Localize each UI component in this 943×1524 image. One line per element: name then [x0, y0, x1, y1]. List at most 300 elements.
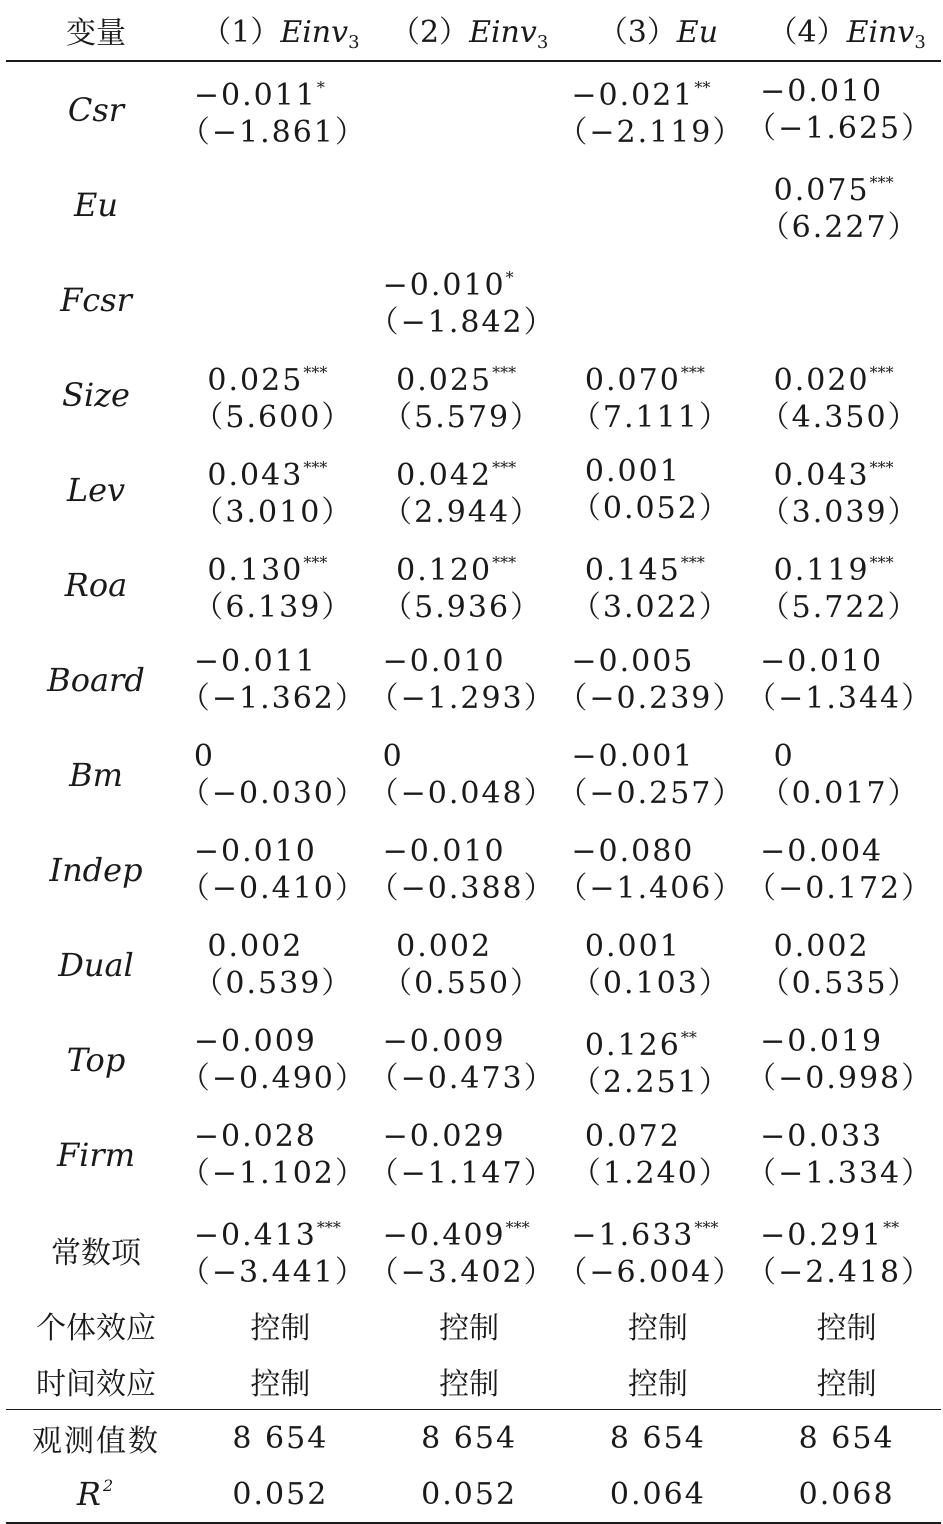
table-cell: [752, 917, 941, 1012]
coef-cell: [557, 643, 745, 717]
coefficient-number: −0.005: [571, 643, 695, 679]
coefficient-value: [774, 544, 920, 589]
table-cell: [564, 1012, 753, 1107]
row-label: Top: [66, 1040, 126, 1079]
row-label: 常数项: [51, 1235, 141, 1271]
significance-stars: ***: [680, 362, 705, 382]
t-statistic: （5.600）: [193, 399, 354, 435]
table-row: [6, 727, 941, 822]
coefficient-value: [396, 449, 542, 494]
t-statistic: （−0.172）: [746, 870, 934, 906]
control-value: 控制: [816, 1311, 877, 1346]
t-statistic: （0.052）: [570, 490, 731, 526]
t-statistic: （7.111）: [570, 399, 731, 435]
table-cell: [557, 822, 753, 917]
significance-stars: ***: [505, 1217, 530, 1237]
table-row: [6, 157, 941, 252]
coef-cell: [179, 1118, 367, 1192]
table-cell: [375, 537, 564, 632]
table-cell: [179, 727, 375, 822]
coefficient-value: [194, 1118, 367, 1155]
t-statistic: （−0.998）: [746, 1060, 934, 1096]
stat-value: 8 654: [609, 1420, 706, 1456]
stats-body: [6, 1410, 941, 1524]
coefficient-value: [207, 354, 353, 399]
table-cell: [368, 822, 564, 917]
coef-cell: [570, 354, 731, 436]
table-cell: [179, 1202, 375, 1297]
coefficient-number: −0.409: [382, 1217, 506, 1253]
t-statistic: （−1.861）: [179, 114, 367, 150]
table-row: [6, 347, 941, 442]
t-statistic: （−1.842）: [368, 304, 556, 340]
t-statistic: （2.251）: [570, 1064, 731, 1100]
coefficient-value: [571, 69, 744, 114]
row-label: Roa: [64, 565, 128, 604]
stat-label-text: R: [76, 1475, 103, 1513]
significance-stars: ***: [869, 457, 894, 477]
coefficient-number: 0.025: [396, 362, 493, 398]
row-label: Csr: [67, 90, 125, 129]
coef-cell: [179, 69, 367, 151]
control-row: [6, 1297, 941, 1353]
table-row: [6, 632, 941, 727]
table-cell: [564, 442, 753, 537]
coefficient-number: 0: [382, 738, 404, 774]
coefficient-number: 0: [773, 738, 795, 774]
t-statistic: （−0.410）: [179, 870, 367, 906]
coef-cell: [368, 1209, 556, 1291]
table-cell: [752, 537, 941, 632]
significance-stars: ***: [869, 552, 894, 572]
header-col-2: （2）Einv$_3$: [389, 15, 549, 53]
coef-cell: [759, 164, 920, 246]
coefficient-value: [383, 738, 556, 775]
t-statistic: （0.103）: [570, 965, 731, 1001]
table-cell: [375, 347, 564, 442]
coef-cell: [368, 738, 556, 812]
table-cell: [186, 252, 375, 347]
coef-cell: [759, 738, 920, 812]
table-cell: [752, 442, 941, 537]
control-label: 个体效应: [36, 1311, 156, 1346]
coefficient-value: [207, 544, 353, 589]
coefficient-value: [396, 544, 542, 589]
controls-body: [6, 1297, 941, 1410]
t-statistic: （3.039）: [759, 494, 920, 530]
stat-label: [6, 1466, 186, 1523]
coef-cell: [557, 833, 745, 907]
coef-cell: [382, 544, 543, 626]
coefficient-number: −0.009: [382, 1023, 506, 1059]
significance-stars: ***: [303, 362, 328, 382]
table-cell: [375, 917, 564, 1012]
coef-cell: [746, 833, 934, 907]
coefficient-number: −0.001: [571, 738, 695, 774]
table-cell: [368, 1012, 564, 1107]
coefficient-number: 0.126: [584, 1027, 681, 1063]
stat-row: [6, 1466, 941, 1523]
coefficient-value: [585, 354, 731, 399]
coef-cell: [193, 928, 354, 1002]
table-cell: [186, 537, 375, 632]
coefficient-number: −0.011: [193, 77, 317, 113]
table-cell: [186, 442, 375, 537]
t-statistic: （−0.388）: [368, 870, 556, 906]
coef-cell: [746, 73, 934, 147]
coefficient-number: 0.002: [207, 928, 304, 964]
coefficient-value: [194, 833, 367, 870]
t-statistic: （−1.344）: [746, 680, 934, 716]
t-statistic: （4.350）: [759, 399, 920, 435]
table-cell: [375, 157, 564, 252]
table-cell: [557, 727, 753, 822]
coef-cell: [570, 1019, 731, 1101]
coefficient-number: −0.029: [382, 1118, 506, 1154]
coefficient-number: 0.043: [773, 457, 870, 493]
t-statistic: （−1.625）: [746, 110, 934, 146]
table-cell: [752, 157, 941, 252]
coef-cell: [557, 69, 745, 151]
table-cell: [752, 347, 941, 442]
coefficient-number: 0: [193, 738, 215, 774]
coefficient-value: [383, 1023, 556, 1060]
significance-stars: **: [694, 77, 711, 97]
t-statistic: （0.550）: [382, 965, 543, 1001]
table-cell: [186, 917, 375, 1012]
table-cell: [746, 1012, 941, 1107]
t-statistic: （−1.406）: [557, 870, 745, 906]
table-cell: [564, 157, 753, 252]
significance-stars: *: [505, 267, 514, 287]
regression-table: [6, 0, 941, 1524]
header-col-1: （1）Einv$_3$: [201, 15, 360, 53]
t-statistic: （5.936）: [382, 589, 543, 625]
stat-value: 0.064: [609, 1476, 706, 1512]
coef-cell: [193, 544, 354, 626]
coefficient-number: −0.004: [760, 833, 884, 869]
coef-cell: [368, 259, 556, 341]
coef-cell: [570, 928, 731, 1002]
t-statistic: （−3.402）: [368, 1254, 556, 1290]
t-statistic: （0.539）: [193, 965, 354, 1001]
significance-stars: ***: [492, 552, 517, 572]
coef-cell: [570, 1118, 731, 1192]
row-label: Size: [62, 375, 130, 414]
significance-stars: ***: [694, 1217, 719, 1237]
coefficient-value: [774, 738, 920, 775]
table-cell: [179, 822, 375, 917]
table-row: [6, 917, 941, 1012]
control-value: 控制: [250, 1367, 311, 1402]
coefficient-number: −0.010: [382, 833, 506, 869]
table-cell: [564, 917, 753, 1012]
coefficient-value: [760, 1118, 933, 1155]
significance-stars: ***: [869, 362, 894, 382]
header-row: [6, 0, 941, 61]
t-statistic: （5.722）: [759, 589, 920, 625]
significance-stars: *: [316, 77, 325, 97]
coefficient-value: [383, 259, 556, 304]
coefficient-value: [383, 643, 556, 680]
header-col-4: （4）Einv$_3$: [767, 15, 926, 53]
coefficient-number: 0.070: [584, 362, 681, 398]
significance-stars: ***: [316, 1217, 341, 1237]
coefficient-value: [585, 928, 731, 965]
control-label: 时间效应: [36, 1367, 156, 1402]
control-value: 控制: [439, 1311, 500, 1346]
t-statistic: （5.579）: [382, 399, 543, 435]
coefficient-value: [396, 928, 542, 965]
control-value: 控制: [439, 1367, 500, 1402]
coefficient-body: [6, 61, 941, 1297]
table-cell: [746, 632, 941, 727]
t-statistic: （−1.362）: [179, 680, 367, 716]
coefficient-number: −0.010: [760, 643, 884, 679]
coefficient-value: [774, 928, 920, 965]
table-row: [6, 61, 941, 157]
row-label: Bm: [69, 755, 123, 794]
coef-cell: [746, 1023, 934, 1097]
coef-cell: [746, 1118, 934, 1192]
coef-cell: [179, 738, 367, 812]
coefficient-number: −0.010: [760, 73, 884, 109]
coefficient-value: [760, 1023, 933, 1060]
coefficient-value: [571, 1209, 744, 1254]
coefficient-number: 0.042: [396, 457, 493, 493]
coefficient-number: −0.009: [193, 1023, 317, 1059]
row-label: Dual: [58, 945, 134, 984]
coefficient-number: −0.291: [760, 1217, 884, 1253]
coef-cell: [570, 544, 731, 626]
coefficient-number: −0.033: [760, 1118, 884, 1154]
table-row: [6, 442, 941, 537]
significance-stars: ***: [303, 457, 328, 477]
t-statistic: （0.535）: [759, 965, 920, 1001]
table-cell: [368, 1202, 564, 1297]
table-row: [6, 822, 941, 917]
coef-cell: [193, 449, 354, 531]
stat-row: [6, 1410, 941, 1467]
stat-value: 0.068: [798, 1476, 895, 1512]
coefficient-value: [396, 354, 542, 399]
t-statistic: （−0.239）: [557, 680, 745, 716]
coefficient-value: [571, 738, 744, 775]
coefficient-number: −0.010: [382, 267, 506, 303]
table-cell: [564, 1107, 753, 1202]
coefficient-value: [585, 544, 731, 589]
stat-value: 8 654: [421, 1420, 518, 1456]
coef-cell: [368, 1118, 556, 1192]
coefficient-value: [571, 643, 744, 680]
coefficient-value: [207, 928, 353, 965]
coefficient-value: [383, 833, 556, 870]
row-label: Indep: [49, 850, 143, 889]
stat-label-text: 观测值数: [32, 1424, 160, 1459]
coefficient-number: −1.633: [571, 1217, 695, 1253]
table-cell: [368, 632, 564, 727]
coefficient-value: [760, 73, 933, 110]
t-statistic: （3.010）: [193, 494, 354, 530]
control-value: 控制: [627, 1311, 688, 1346]
row-label: Fcsr: [60, 280, 132, 319]
coefficient-value: [760, 1209, 933, 1254]
significance-stars: ***: [492, 362, 517, 382]
table-cell: [375, 442, 564, 537]
coef-cell: [382, 354, 543, 436]
coef-cell: [746, 1209, 934, 1291]
row-label: Lev: [66, 470, 126, 509]
coefficient-value: [383, 1118, 556, 1155]
significance-stars: ***: [303, 552, 328, 572]
t-statistic: （1.240）: [570, 1155, 731, 1191]
coefficient-number: −0.021: [571, 77, 695, 113]
coef-cell: [557, 1209, 745, 1291]
table-cell: [746, 1202, 941, 1297]
coef-cell: [759, 449, 920, 531]
coefficient-value: [585, 1118, 731, 1155]
table-cell: [179, 1107, 375, 1202]
table-cell: [564, 347, 753, 442]
table-cell: [375, 61, 564, 157]
coefficient-value: [194, 1023, 367, 1060]
table-cell: [564, 537, 753, 632]
table-cell: [186, 157, 375, 252]
table-cell: [368, 252, 564, 347]
t-statistic: （−1.102）: [179, 1155, 367, 1191]
coefficient-value: [194, 738, 367, 775]
t-statistic: （−0.490）: [179, 1060, 367, 1096]
coefficient-number: −0.028: [193, 1118, 317, 1154]
stat-label-sup: 2: [102, 1476, 116, 1495]
stat-label: [6, 1410, 186, 1467]
t-statistic: （2.944）: [382, 494, 543, 530]
coef-cell: [193, 354, 354, 436]
coef-cell: [179, 643, 367, 717]
t-statistic: （−1.293）: [368, 680, 556, 716]
coefficient-value: [194, 643, 367, 680]
coefficient-value: [774, 164, 920, 209]
coefficient-value: [194, 1209, 367, 1254]
t-statistic: （6.139）: [193, 589, 354, 625]
coef-cell: [382, 928, 543, 1002]
coef-cell: [759, 544, 920, 626]
coefficient-number: 0.130: [207, 552, 304, 588]
coefficient-number: 0.120: [396, 552, 493, 588]
table-cell: [179, 1012, 375, 1107]
table-cell: [186, 347, 375, 442]
table-cell: [368, 1107, 564, 1202]
t-statistic: （0.017）: [759, 775, 920, 811]
coef-cell: [557, 738, 745, 812]
coef-cell: [368, 833, 556, 907]
header-var-label: 变量: [66, 16, 126, 51]
table-cell: [746, 822, 941, 917]
table-cell: [746, 1107, 941, 1202]
coefficient-value: [383, 1209, 556, 1254]
coefficient-number: 0.001: [584, 453, 681, 489]
coefficient-number: −0.011: [193, 643, 317, 679]
coefficient-number: −0.413: [193, 1217, 317, 1253]
coefficient-number: 0.043: [207, 457, 304, 493]
table-row: [6, 537, 941, 632]
table-cell: [752, 727, 941, 822]
t-statistic: （6.227）: [759, 209, 920, 245]
t-statistic: （−2.119）: [557, 114, 745, 150]
control-row: [6, 1353, 941, 1410]
table-cell: [179, 632, 375, 727]
significance-stars: ***: [869, 172, 894, 192]
coefficient-number: −0.019: [760, 1023, 884, 1059]
table-cell: [564, 252, 753, 347]
table-cell: [557, 61, 753, 157]
coefficient-value: [585, 1019, 731, 1064]
stat-value: 0.052: [421, 1476, 518, 1512]
coef-cell: [179, 1209, 367, 1291]
significance-stars: **: [680, 1027, 697, 1047]
control-value: 控制: [250, 1311, 311, 1346]
table-row: [6, 1012, 941, 1107]
coefficient-value: [194, 69, 367, 114]
coefficient-number: 0.072: [584, 1118, 681, 1154]
coef-cell: [382, 449, 543, 531]
coefficient-number: 0.002: [773, 928, 870, 964]
t-statistic: （−0.030）: [179, 775, 367, 811]
significance-stars: **: [883, 1217, 900, 1237]
coefficient-number: −0.080: [571, 833, 695, 869]
table-cell: [752, 252, 941, 347]
t-statistic: （−1.334）: [746, 1155, 934, 1191]
coefficient-number: 0.075: [773, 172, 870, 208]
coef-cell: [179, 833, 367, 907]
coef-cell: [570, 453, 731, 527]
coefficient-number: 0.001: [584, 928, 681, 964]
coefficient-number: 0.145: [584, 552, 681, 588]
table-cell: [179, 61, 375, 157]
stat-value: 8 654: [798, 1420, 895, 1456]
t-statistic: （−0.257）: [557, 775, 745, 811]
t-statistic: （−1.147）: [368, 1155, 556, 1191]
coef-cell: [368, 1023, 556, 1097]
row-label: Eu: [74, 185, 118, 224]
header-col-3: （3）Eu: [597, 15, 719, 50]
control-value: 控制: [816, 1367, 877, 1402]
coef-cell: [746, 643, 934, 717]
significance-stars: ***: [680, 552, 705, 572]
coefficient-value: [774, 449, 920, 494]
coef-cell: [759, 354, 920, 436]
row-label: Board: [47, 660, 145, 699]
table-cell: [368, 727, 564, 822]
coefficient-value: [207, 449, 353, 494]
coef-cell: [179, 1023, 367, 1097]
coef-cell: [759, 928, 920, 1002]
coef-cell: [368, 643, 556, 717]
coefficient-number: 0.025: [207, 362, 304, 398]
t-statistic: （−0.048）: [368, 775, 556, 811]
coefficient-number: 0.119: [773, 552, 870, 588]
t-statistic: （−2.418）: [746, 1254, 934, 1290]
stat-value: 0.052: [232, 1476, 329, 1512]
coefficient-number: −0.010: [193, 833, 317, 869]
coefficient-value: [760, 643, 933, 680]
row-label: Firm: [56, 1135, 136, 1174]
table-cell: [746, 61, 941, 157]
control-value: 控制: [627, 1367, 688, 1402]
table-cell: [557, 1202, 753, 1297]
table-row: [6, 1107, 941, 1202]
table-cell: [557, 632, 753, 727]
